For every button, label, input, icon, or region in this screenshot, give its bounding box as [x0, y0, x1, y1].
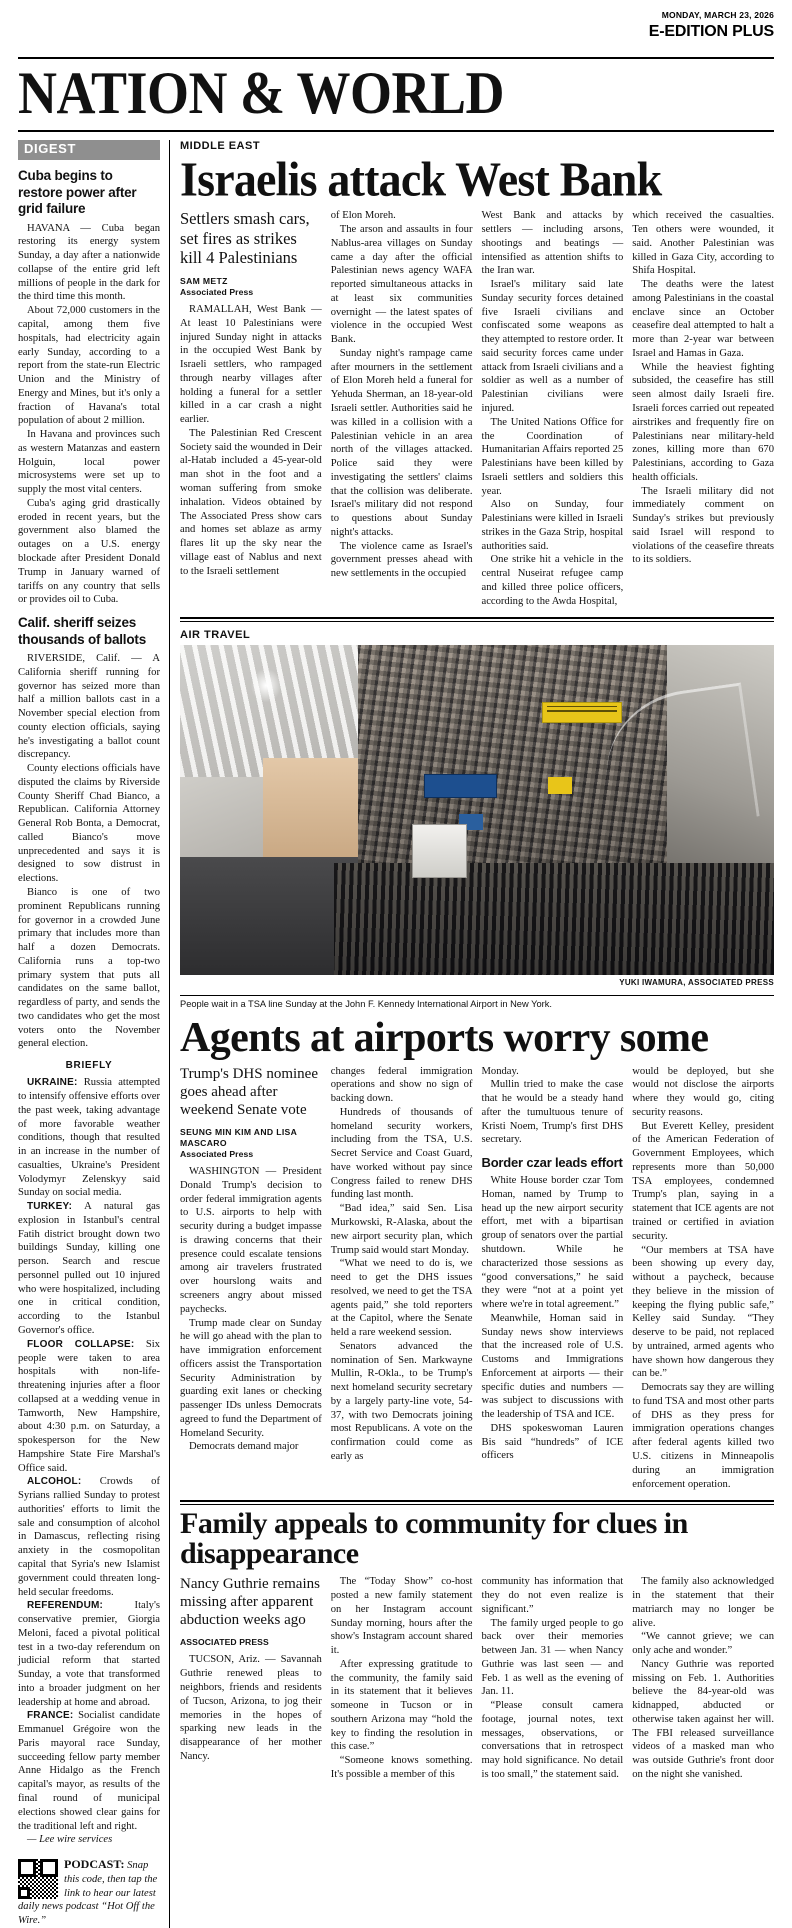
- body-paragraph: Democrats demand major: [189, 1441, 299, 1453]
- body-paragraph: The deaths were the latest among Palestinians in the coastal enclave since an October ceasefire deal attempted to halt a more than 2-year war between Israel and Hamas in Gaza.: [632, 279, 774, 359]
- second-col-4: [632, 1065, 774, 1492]
- brief-item: [18, 1709, 160, 1833]
- body-paragraph: Monday.: [481, 1065, 519, 1077]
- third-headline[interactable]: Family appeals to community for clues in disappearance: [180, 1507, 688, 1571]
- photo-credit: YUKI IWAMURA, ASSOCIATED PRESS: [619, 978, 774, 988]
- body-paragraph: Sunday night's rampage came after mourners in the settlement of Elon Moreh held a funeral for Yehuda Sherman, an 18-year-old Israeli settler. Authorities said he was killed in a collision with a Palestinian vehicle in an area north of the villages attacked. Police said they were investigating the settlers' claims that the collision was deliberate. Israel's military did not respond to questions about Sunday night's attacks.: [330, 347, 473, 538]
- digest-paragraph: Bianco is one of two prominent Republicans running for governor in a crowded June primary that includes more than half a dozen Democrats. California runs a top-two primary system that puts all candidates on the same ballot, regardless of party, and sends the two candidates who get the most voters onto the November general election.: [18, 887, 160, 1050]
- lead-story: [180, 140, 774, 608]
- body-paragraph: The “Today Show” co-host posted a new family statement on her Instagram account Sunday morning, hours after the show's Instagram account shared it.: [330, 1576, 473, 1657]
- body-paragraph: One strike hit a vehicle in the central Nuseirat refugee camp and killed three police officers, according to the Awda Hospital,: [481, 554, 624, 607]
- tsa-line-photo: [180, 645, 774, 975]
- second-story: [180, 1014, 774, 1492]
- third-col-4: [632, 1575, 774, 1781]
- body-paragraph: TUCSON, Ariz. — Savannah Guthrie renewed pleas to neighbors, friends and residents of Tucson, Arizona, to jog their memories in the hopes of sparking new leads in the disappearance of her mother Nancy.: [180, 1654, 322, 1762]
- page-body: [18, 140, 774, 1928]
- third-deck: Nancy Guthrie remains missing after apparent abduction weeks ago: [180, 1576, 320, 1629]
- digest-story: [18, 168, 160, 607]
- podcast-promo[interactable]: [18, 1857, 160, 1928]
- body-paragraph: The United Nations Office for the Coordination of Humanitarian Affairs reported 25 Palestinians have been killed by Israeli settlers and soldiers this year.: [481, 416, 624, 497]
- body-paragraph: Hundreds of thousands of homeland security workers, including from the TSA, U.S. Secret Service and Coast Guard, have worked without pay since Congress failed to renew DHS funding last month.: [330, 1106, 473, 1201]
- lead-col-4: [632, 209, 774, 608]
- brief-text: Socialist candidate Emmanuel Grégoire won the Paris mayoral race Sunday, succeeding fellow party member Anne Hidalgo as the French capital's mayor, as results of the final round of municipal elections showed clear gains for the traditional left and right.: [18, 1710, 160, 1832]
- body-paragraph: WASHINGTON — President Donald Trump's decision to order federal immigration agents to U.S. airports to help with security during a budget impasse is drawing concerns that their presence could escalate tensions among air travelers frustrated over hourslong waits and screeners angry about missed paychecks.: [180, 1166, 322, 1315]
- second-headline[interactable]: Agents at airports worry some: [180, 1014, 709, 1061]
- body-paragraph: DHS spokeswoman Lauren Bis said “hundreds” of ICE officers: [481, 1422, 624, 1462]
- body-paragraph: After expressing gratitude to the community, the family said in its statement that it believes someone in Tucson or in southern Arizona may “hold the key to finding the resolution in this case.”: [330, 1658, 473, 1753]
- briefly-label: BRIEFLY: [65, 1060, 113, 1072]
- brief-label: FLOOR COLLAPSE:: [27, 1338, 135, 1350]
- body-paragraph: “We cannot grieve; we can only ache and wonder.”: [632, 1631, 774, 1657]
- air-travel-block: [180, 629, 774, 1010]
- body-paragraph: The violence came as Israel's government presses ahead with new settlements in the occupied: [330, 540, 473, 580]
- body-paragraph: Mullin tried to make the case that he would be a steady hand after the tumultuous tenure of Kristi Noem, Trump's first DHS secretary.: [481, 1079, 624, 1146]
- podcast-body: Snap this code, then tap the link to hear our latest daily news podcast “Hot Off the Wire.”: [18, 1860, 158, 1927]
- photo-yellow-sign: [542, 702, 621, 724]
- body-paragraph: The Palestinian Red Crescent Society said the wounded in Deir al-Hatab included a 45-year-old man shot in the foot and a woman suffering from smoke inhalation. Videos obtained by The Associated Press show cars and homes set ablaze as army flares lit up the sky near the village east of Nablus and next to the Israeli settlement: [180, 427, 322, 577]
- digest-paragraph: In Havana and provinces such as western Matanzas and eastern Holguin, local power microsystems were set up to supply the most vital centers.: [18, 429, 160, 496]
- brief-text: A natural gas explosion in Istanbul's central Fatih district brought down two buildings Sunday, killing one person. Search and rescue personnel pulled out 10 injured who were hospitalized, including one in critical condition, according to the Istanbul Governor's office.: [18, 1201, 160, 1336]
- body-paragraph: But Everett Kelley, president of the American Federation of Government Employees, which represents more than 50,000 TSA employees, condemned Trump's plan, saying in a statement that ICE agents are not trained or certified in aviation security.: [632, 1120, 774, 1242]
- body-paragraph: Also on Sunday, four Palestinians were killed in Israeli strikes in the Gaza Strip, hospital authorities said.: [481, 499, 624, 552]
- body-paragraph: West Bank and attacks by settlers — including arsons, shootings and beatings — intensified as attention shifts to the Iran war.: [481, 210, 624, 277]
- brief-item: [18, 1200, 160, 1338]
- brief-item: [18, 1076, 160, 1200]
- brief-text: Italy's conservative premier, Giorgia Meloni, faced a pivotal political test in a two-day referendum on judicial reform that started Sunday, a vote that transformed into a broader judgment on her leadership at home and abroad.: [18, 1600, 160, 1708]
- photo-blue-sign: [424, 774, 497, 797]
- body-paragraph: Nancy Guthrie was reported missing on Feb. 1. Authorities believe the 84-year-old was kidnapped, abducted or otherwise taken against her will. The FBI released surveillance videos of a masked man who was outside Guthrie's front door on the night she vanished.: [632, 1658, 774, 1781]
- main-well: [170, 140, 774, 1928]
- body-paragraph: The family also acknowledged in the statement that their matriarch may no longer be alive.: [632, 1576, 774, 1629]
- lead-col-2: [331, 209, 473, 608]
- brief-text: Russia attempted to intensify offensive efforts over the past week, taking advantage of more favorable weather conditions, though that resulted in an increase in the number of casualties, Ukraine's President Volodymyr Zelenskyy said Sunday on social media.: [18, 1077, 160, 1199]
- lead-col-3: [482, 209, 624, 608]
- photo-caption: People wait in a TSA line Sunday at the John F. Kennedy International Airport in New York.: [180, 999, 552, 1010]
- body-paragraph: Meanwhile, Homan said in Sunday news show interviews that the increased role of U.S. Customs and Immigrations Enforcement at airports — their specific duties and numbers — was subject to discussions with the leadership of TSA and ICE.: [481, 1312, 624, 1421]
- digest-headline: Cuba begins to restore power after grid failure: [18, 168, 137, 217]
- photo-kiosk: [412, 824, 467, 879]
- brief-label: FRANCE:: [27, 1710, 74, 1722]
- brief-item: [18, 1338, 160, 1476]
- caption-rule: [180, 995, 774, 996]
- digest-story: [18, 615, 160, 1051]
- body-paragraph: “Someone knows something. It's possible a member of this: [330, 1755, 473, 1781]
- lead-story-columns: [180, 209, 774, 608]
- lead-byline: SAM METZ: [180, 275, 228, 286]
- third-story: [180, 1509, 774, 1781]
- section-title: NATION & WORLD: [18, 59, 505, 127]
- body-paragraph: community has information that they do not even realize is significant.”: [481, 1576, 624, 1615]
- digest-rail: [18, 140, 170, 1928]
- second-col-2: [331, 1065, 473, 1492]
- air-travel-kicker: AIR TRAVEL: [180, 629, 251, 642]
- body-paragraph: of Elon Moreh.: [330, 210, 396, 222]
- digest-paragraph: RIVERSIDE, Calif. — A California sheriff running for governor has seized more than half a million ballots cast in a November special election from county election officials, saying he's investigating a ballot count discrepancy.: [18, 653, 160, 761]
- second-col-1: [180, 1065, 322, 1492]
- story-divider: [180, 617, 774, 622]
- digest-paragraph: Cuba's aging grid drastically eroded in recent years, but the government also blamed the outages on a U.S. energy blockade after President Donald Trump in January warned of tariffs on any country that sells or provides oil to Cuba.: [18, 497, 160, 606]
- body-paragraph: Israel's military said late Sunday security forces detained five Israeli civilians and confiscated some weapons as they attempted to restore order. It said security forces came under attack from Israeli civilians and a soldier as well as a number of Palestinian civilians were injured.: [481, 279, 624, 414]
- second-col-3: [482, 1065, 624, 1492]
- second-subhead: Border czar leads effort: [481, 1155, 623, 1171]
- photo-lamp-glow: [251, 669, 281, 702]
- body-paragraph: “Our members at TSA have been showing up every day, without a paycheck, because they believe in the mission of keeping the flying public safe,” Kelley said Sunday. “They deserve to be paid, not replaced by untrained, armed agents who have shown how dangerous they can be.”: [632, 1244, 774, 1380]
- body-paragraph: White House border czar Tom Homan, named by Trump to head up the new airport security effort, met with a bipartisan group of senators over the partial shutdown. While he characterized those sessions as “good conversations,” he said they were “not at a point yet where we're in total agreement.”: [481, 1175, 624, 1311]
- body-paragraph: Democrats say they are willing to fund TSA and most other parts of DHS as they press for immigration operations changes after federal agents killed two U.S. citizens in Minneapolis during an immigration enforcement operation.: [632, 1382, 774, 1490]
- body-paragraph: Trump made clear on Sunday he will go ahead with the plan to have immigration enforcement officers assist the Transportation Security Administration by guarding exit lanes or checking passenger IDs unless Democrats agreed to fund the Department of Homeland Security.: [180, 1317, 322, 1439]
- brief-text: Six people were taken to area hospitals with non-life-threatening injuries after a floor collapsed at a wedding venue in Tamworth, New Hampshire, about 4:30 p.m. on Saturday, a spokesperson for the New Hampshire State Fire Marshal's Office said.: [18, 1338, 160, 1474]
- digest-bar-label: DIGEST: [18, 140, 160, 160]
- body-paragraph: would be deployed, but she would not disclose the airports where they would go, citing security reasons.: [632, 1065, 774, 1118]
- body-paragraph: “Please consult camera footage, journal notes, text messages, observations, or conversations that in retrospect may hold significance. No detail is too small,” the statement said.: [481, 1700, 624, 1781]
- digest-headline: Calif. sheriff seizes thousands of ballots: [18, 615, 147, 647]
- section-rule-bottom: [18, 130, 774, 132]
- second-byline-org: Associated Press: [180, 1148, 254, 1159]
- digest-paragraph: County elections officials have disputed the claims by Riverside County Sheriff Chad Bianco, a Republican. California Attorney General Rob Bonta, a Democrat, called Bianco's move unprecedented and says it is designed to sow distrust in elections.: [18, 763, 160, 885]
- photo-yellow-sign-small: [548, 777, 572, 794]
- second-byline: SEUNG MIN KIM AND LISA MASCARO: [180, 1126, 297, 1148]
- third-col-2: [331, 1575, 473, 1781]
- digest-paragraph: HAVANA — Cuba began restoring its energy system Sunday, a day after a nationwide collapse of the entire grid left millions of people in the dark for the third time this month.: [18, 222, 160, 303]
- brief-label: UKRAINE:: [27, 1077, 78, 1089]
- lead-byline-org: Associated Press: [180, 286, 254, 297]
- masthead: [18, 0, 774, 41]
- brief-label: REFERENDUM:: [27, 1600, 104, 1612]
- story-divider-2: [180, 1500, 774, 1505]
- body-paragraph: “Bad idea,” said Sen. Lisa Murkowski, R-Alaska, about the new airport security plan, which Trump said would start Monday.: [330, 1203, 473, 1256]
- digest-paragraph: About 72,000 customers in the capital, among them five hospitals, had electricity again early Sunday, according to a report from the state-run Electric Union and the Ministry of Energy and Mines, but it's only a fraction of Havana's total population of about 2 million.: [18, 305, 160, 427]
- edition-label: E-EDITION PLUS: [648, 23, 774, 41]
- wire-credit: — Lee wire services: [27, 1834, 113, 1846]
- lead-deck: Settlers smash cars, set fires as strikes kill 4 Palestinians: [180, 209, 310, 268]
- body-paragraph: changes federal immigration operations and show no sign of backing down.: [330, 1065, 473, 1105]
- third-story-columns: [180, 1575, 774, 1781]
- body-paragraph: RAMALLAH, West Bank — At least 10 Palestinians were injured Sunday night in attacks in the occupied West Bank by Israeli settlers, who rampaged through nearby villages after holding a funeral for a settler killed in a car crash a night earlier.: [180, 304, 322, 426]
- brief-item: [18, 1475, 160, 1599]
- body-paragraph: Senators advanced the nomination of Sen. Markwayne Mullin, R-Okla., to be Trump's next homeland security secretary by a largely party-line vote, 54-37, with two Democrats joining most Republicans. A vote on the confirmation could come as early as: [330, 1340, 473, 1462]
- brief-item: [18, 1599, 160, 1709]
- brief-label: ALCOHOL:: [27, 1476, 82, 1488]
- third-col-3: [482, 1575, 624, 1781]
- body-paragraph: The arson and assaults in four Nablus-area villages on Sunday came a day after the official Palestinian news agency WAFA reported simultaneous attacks in at least six communities overnight — the latest spates of violence in the occupied West Bank.: [330, 224, 473, 346]
- body-paragraph: “What we need to do is, we need to get the DHS issues resolved, we need to get the TSA agents paid,” she told reporters at the Capitol, where the Senate held a rare weekend session.: [330, 1258, 473, 1339]
- second-story-columns: [180, 1065, 774, 1492]
- lead-headline[interactable]: Israelis attack West Bank: [180, 152, 662, 207]
- body-paragraph: While the heaviest fighting subsided, the ceasefire has still seen almost daily Israeli fire. Israeli forces carried out repeated airstrikes and frequently fire on Palestinians near military-held zones, killing more than 670 Palestinians, according to Gaza health officials.: [632, 361, 775, 483]
- qr-code-icon[interactable]: [18, 1859, 58, 1899]
- body-paragraph: The family urged people to go back over their memories between Jan. 31 — when Nancy Guthrie was last seen — and Feb. 1 as well as the evening of Jan. 11.: [481, 1617, 624, 1698]
- photo-crowd-lower: [334, 863, 774, 975]
- photo-block: [180, 645, 774, 1010]
- brief-label: TURKEY:: [27, 1201, 73, 1213]
- podcast-label: PODCAST:: [64, 1857, 125, 1872]
- body-paragraph: which received the casualties. Ten others were wounded, it said. Another Palestinian was killed in Gaza City, according to Shifa Hospital.: [632, 210, 774, 277]
- lead-col-1: [180, 209, 322, 608]
- third-col-1: [180, 1575, 322, 1781]
- second-deck: Trump's DHS nominee goes ahead after weekend Senate vote: [180, 1065, 318, 1118]
- brief-text: Crowds of Syrians rallied Sunday to protest authorities' efforts to limit the sale and consumption of alcohol in Damascus, reflecting rising anxiety in the cosmopolitan capital that Syria's new Islamist government could threaten long-held secular freedoms.: [18, 1476, 160, 1598]
- body-paragraph: The Israeli military did not immediately comment on Sunday's strikes but previously said Israel will respond to violations of the ceasefire threats to its soldiers.: [632, 485, 774, 566]
- edition-date: MONDAY, MARCH 23, 2026: [661, 10, 774, 20]
- lead-kicker: MIDDLE EAST: [180, 140, 261, 153]
- third-byline-org: ASSOCIATED PRESS: [180, 1637, 269, 1648]
